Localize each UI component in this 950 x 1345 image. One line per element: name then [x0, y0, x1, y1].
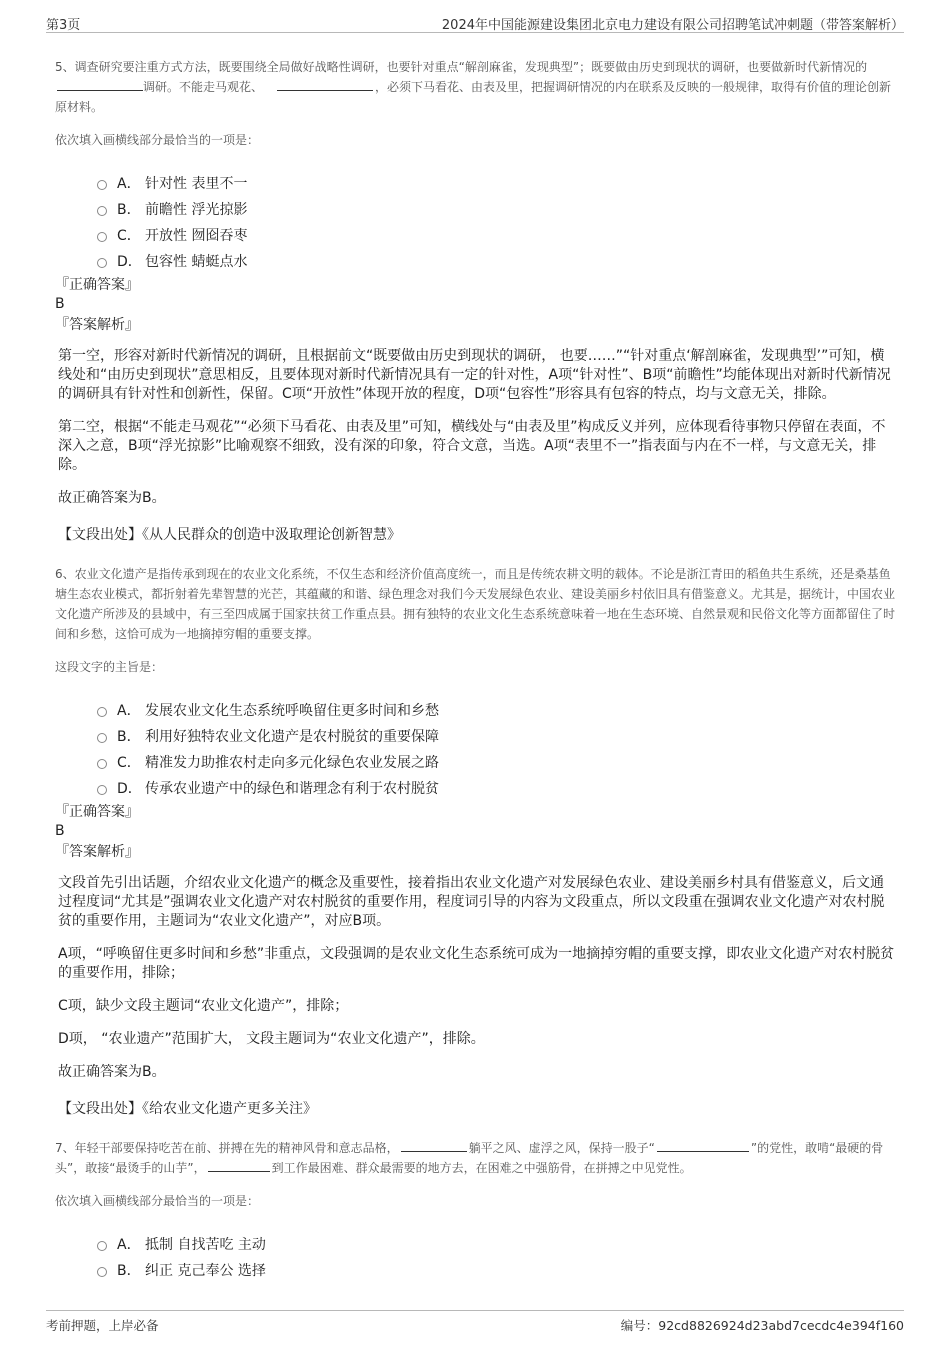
radio-icon[interactable]: [97, 1241, 107, 1251]
blank-line: [657, 1139, 749, 1152]
radio-icon[interactable]: [97, 707, 107, 717]
analysis-conclusion: 故正确答案为B。: [58, 1064, 166, 1080]
question-6-options: [97, 697, 897, 801]
source-citation: 【文段出处】《给农业文化遗产更多关注》: [58, 1101, 317, 1117]
analysis-paragraph: 文段首先引出话题，介绍农业文化遗产的概念及重要性，接着指出农业文化遗产对发展绿色农业、建设美丽乡村具有借鉴意义，后文通过程度词“尤其是”强调农业文化遗产对农村脱贫的重要作用，程度词引导的内容为文段重点，所以文段重在强调农业文化遗产对农村脱贫的重要作用，主题词为“农业文化遗产”，对应B项。: [58, 875, 885, 929]
option-a[interactable]: A． 抵制 自找苦吃 主动: [97, 1231, 897, 1257]
analysis-paragraph: D项， “农业遗产”范围扩大， 文段主题词为“农业文化遗产”，排除。: [58, 1031, 485, 1047]
radio-icon[interactable]: [97, 1267, 107, 1277]
question-6-prompt: 这段文字的主旨是：: [55, 660, 164, 674]
option-b[interactable]: B． 纠正 克己奉公 选择: [97, 1257, 897, 1283]
option-a[interactable]: A． 针对性 表里不一: [97, 170, 897, 196]
option-a[interactable]: A． 发展农业文化生态系统呼唤留住更多时间和乡愁: [97, 697, 897, 723]
document-id: 编号：92cd8826924d23abd7cecdc4e394f160: [620, 1318, 904, 1333]
blank-line: [208, 1159, 270, 1172]
document-title: 2024年中国能源建设集团北京电力建设有限公司招聘笔试冲刺题（带答案解析）: [441, 18, 904, 33]
analysis-paragraph: 第二空，根据“不能走马观花”“必须下马看花、由表及里”可知，横线处与“由表及里”构成反义并列，应体现看待事物只停留在表面，不深入之意，B项“浮光掠影”比喻观察不细致，没有深的印象，符合文意，当选。A项“表里不一”指表面与内在不一样，与文意无关，排除。: [58, 419, 886, 473]
question-5-text: 5、调查研究要注重方式方法，既要围绕全局做好战略性调研，也要针对重点“解剖麻雀，发现典型”；既要做由历史到现状的调研，也要做新时代新情况的调研。不能走马观花、 ，必须下马看花、由表及里，把握调研情况的内在联系及反映的一般规律，取得有价值的理论创新原材料。: [55, 60, 892, 114]
question-5: [55, 57, 897, 544]
correct-answer: B: [55, 823, 65, 839]
option-d[interactable]: D． 传承农业遗产中的绿色和谐理念有利于农村脱贫: [97, 775, 897, 801]
footer-slogan: 考前押题，上岸必备: [46, 1318, 159, 1333]
blank-line: [277, 78, 373, 91]
blank-line: [57, 78, 143, 91]
page-number: 第3页: [46, 18, 81, 33]
analysis-paragraph: A项，“呼唤留住更多时间和乡愁”非重点，文段强调的是农业文化生态系统可成为一地摘掉穷帽的重要支撑，即农业文化遗产对农村脱贫的重要作用，排除；: [58, 946, 895, 981]
analysis-paragraph: 第一空，形容对新时代新情况的调研，且根据前文“既要做由历史到现状的调研， 也要……”“针对重点‘解剖麻雀，发现典型’”可知，横线处和“由历史到现状”意思相反，且要体现对新时代新情况具有一定的针对性，A项“针对性”、B项“前瞻性”均能体现出对新时代新情况的调研具有针对性和创新性，保留。C项“开放性”体现开放的程度，D项“包容性”形容具有包容的特点，均与文意无关，排除。: [58, 348, 891, 402]
analysis-paragraph: C项，缺少文段主题词“农业文化遗产”，排除；: [58, 998, 349, 1014]
analysis-label: 『答案解析』: [55, 317, 139, 333]
source-citation: 【文段出处】《从人民群众的创造中汲取理论创新智慧》: [58, 527, 401, 543]
analysis-conclusion: 故正确答案为B。: [58, 490, 166, 506]
radio-icon[interactable]: [97, 733, 107, 743]
question-6-text: 6、农业文化遗产是指传承到现在的农业文化系统，不仅生态和经济价值高度统一，而且是传统农耕文明的载体。不论是浙江青田的稻鱼共生系统，还是桑基鱼塘生态农业模式，都折射着先辈智慧的光芒，其蕴藏的和谐、绿色理念对我们今天发展绿色农业、建设美丽乡村依旧具有借鉴意义。尤其是，据统计，中国农业文化遗产所涉及的县域中，有三至四成属于国家扶贫工作重点县。拥有独特的农业文化生态系统意味着一地在生态环境、自然景观和民俗文化等方面都留住了时间和乡愁，这恰可成为一地摘掉穷帽的重要支撑。: [55, 567, 896, 641]
question-6: [55, 564, 897, 1118]
option-d[interactable]: D． 包容性 蜻蜓点水: [97, 248, 897, 274]
radio-icon[interactable]: [97, 206, 107, 216]
radio-icon[interactable]: [97, 180, 107, 190]
option-c[interactable]: C． 开放性 囫囵吞枣: [97, 222, 897, 248]
question-7: [55, 1138, 897, 1283]
question-5-prompt: 依次填入画横线部分最恰当的一项是：: [55, 133, 260, 147]
page-header: [46, 10, 904, 33]
radio-icon[interactable]: [97, 258, 107, 268]
analysis-label: 『答案解析』: [55, 844, 139, 860]
question-7-text: 7、年轻干部要保持吃苦在前、拼搏在先的精神风骨和意志品格， 躺平之风、虚浮之风，保持一股子“ ”的党性，敢啃“最硬的骨头”，敢接“最烫手的山芋”， 到工作最困难、群众最需要的地方去，在困难之中强筋骨，在拼搏之中见党性。: [55, 1141, 884, 1175]
question-5-options: [97, 170, 897, 274]
option-c[interactable]: C． 精准发力助推农村走向多元化绿色农业发展之路: [97, 749, 897, 775]
correct-answer: B: [55, 296, 65, 312]
question-7-options: [97, 1231, 897, 1283]
blank-line: [401, 1139, 467, 1152]
radio-icon[interactable]: [97, 232, 107, 242]
question-7-prompt: 依次填入画横线部分最恰当的一项是：: [55, 1194, 260, 1208]
page-content: [55, 57, 897, 1283]
radio-icon[interactable]: [97, 759, 107, 769]
option-b[interactable]: B． 前瞻性 浮光掠影: [97, 196, 897, 222]
page-footer: [46, 1310, 904, 1335]
option-b[interactable]: B． 利用好独特农业文化遗产是农村脱贫的重要保障: [97, 723, 897, 749]
radio-icon[interactable]: [97, 785, 107, 795]
correct-answer-label: 『正确答案』: [55, 277, 139, 293]
correct-answer-label: 『正确答案』: [55, 804, 139, 820]
